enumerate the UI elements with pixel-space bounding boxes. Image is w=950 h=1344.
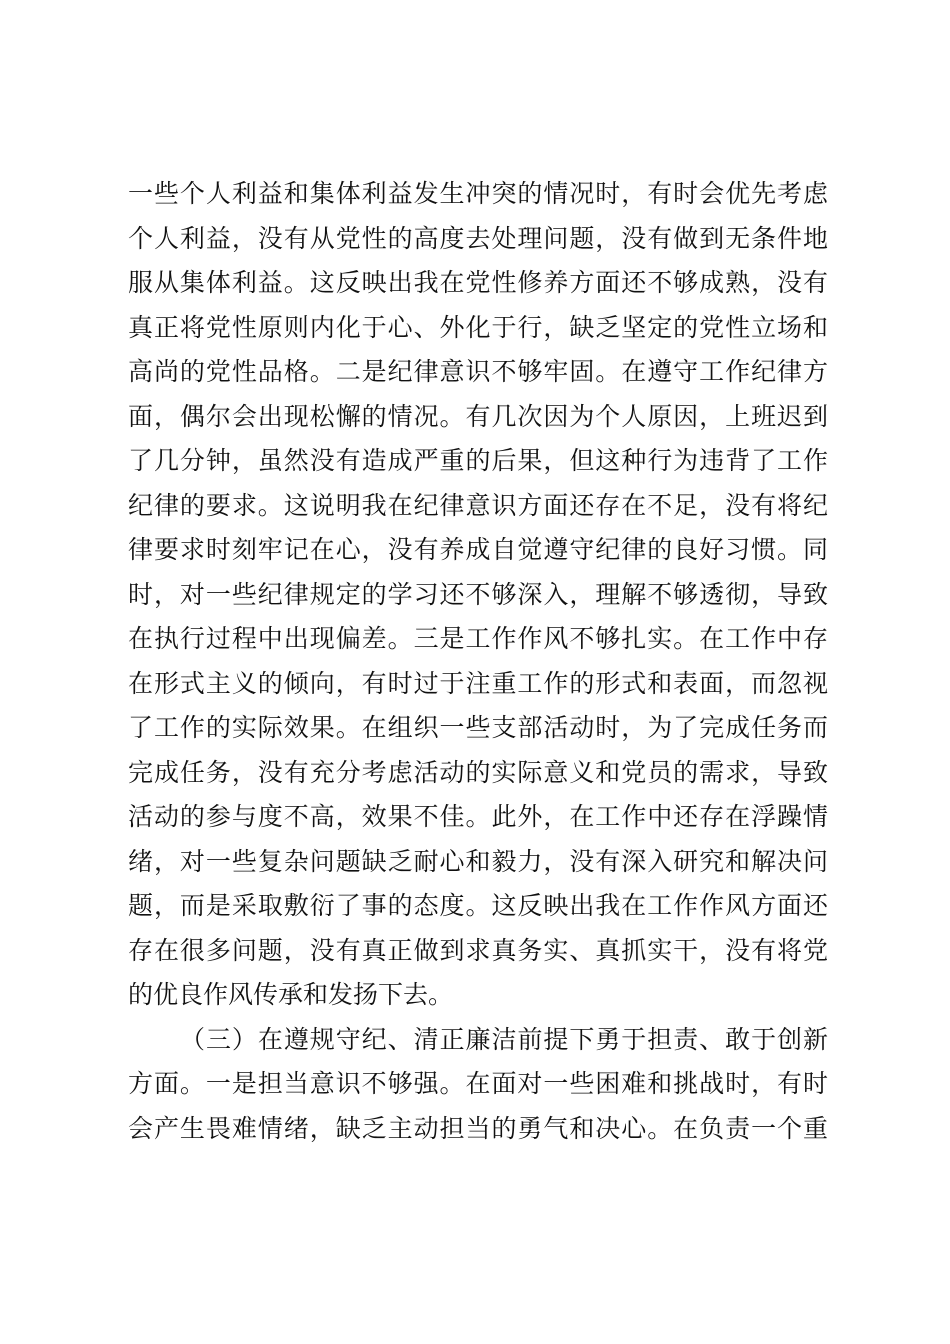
text-line: 在形式主义的倾向，有时过于注重工作的形式和表面，而忽视 xyxy=(128,668,828,698)
paragraph-end-line: 的优良作风传承和发扬下去。 xyxy=(128,980,454,1009)
text-line: 律要求时刻牢记在心，没有养成自觉遵守纪律的良好习惯。同 xyxy=(128,535,828,564)
text-line: 一些个人利益和集体利益发生冲突的情况时，有时会优先考虑 xyxy=(128,179,828,208)
text-line: 面，偶尔会出现松懈的情况。有几次因为个人原因，上班迟到 xyxy=(128,401,828,431)
text-line: 活动的参与度不高，效果不佳。此外，在工作中还存在浮躁情 xyxy=(128,802,828,831)
text-line: 题，而是采取敷衍了事的态度。这反映出我在工作作风方面还 xyxy=(128,891,828,920)
text-line: 方面。一是担当意识不够强。在面对一些困难和挑战时，有时 xyxy=(128,1069,828,1098)
text-line: 服从集体利益。这反映出我在党性修养方面还不够成熟，没有 xyxy=(128,268,828,297)
text-line: 绪，对一些复杂问题缺乏耐心和毅力，没有深入研究和解决问 xyxy=(128,846,828,876)
text-line: 存在很多问题，没有真正做到求真务实、真抓实干，没有将党 xyxy=(128,935,828,965)
text-line: 真正将党性原则内化于心、外化于行，缺乏坚定的党性立场和 xyxy=(128,312,828,342)
body-text xyxy=(128,172,828,1151)
text-line: 个人利益，没有从党性的高度去处理问题，没有做到无条件地 xyxy=(128,223,828,253)
text-line: 会产生畏难情绪，缺乏主动担当的勇气和决心。在负责一个重 xyxy=(128,1113,828,1143)
text-line: 纪律的要求。这说明我在纪律意识方面还存在不足，没有将纪 xyxy=(128,490,828,520)
text-line: 在执行过程中出现偏差。三是工作作风不够扎实。在工作中存 xyxy=(128,624,828,653)
text-line: 高尚的党性品格。二是纪律意识不够牢固。在遵守工作纪律方 xyxy=(128,357,828,386)
text-line: 完成任务，没有充分考虑活动的实际意义和党员的需求，导致 xyxy=(128,757,828,787)
text-line: 时，对一些纪律规定的学习还不够深入，理解不够透彻，导致 xyxy=(128,579,828,609)
text-line: 了几分钟，虽然没有造成严重的后果，但这种行为违背了工作 xyxy=(128,446,828,475)
section-heading-line: （三）在遵规守纪、清正廉洁前提下勇于担责、敢于创新 xyxy=(180,1024,828,1054)
text-line: 了工作的实际效果。在组织一些支部活动时，为了完成任务而 xyxy=(128,713,828,742)
